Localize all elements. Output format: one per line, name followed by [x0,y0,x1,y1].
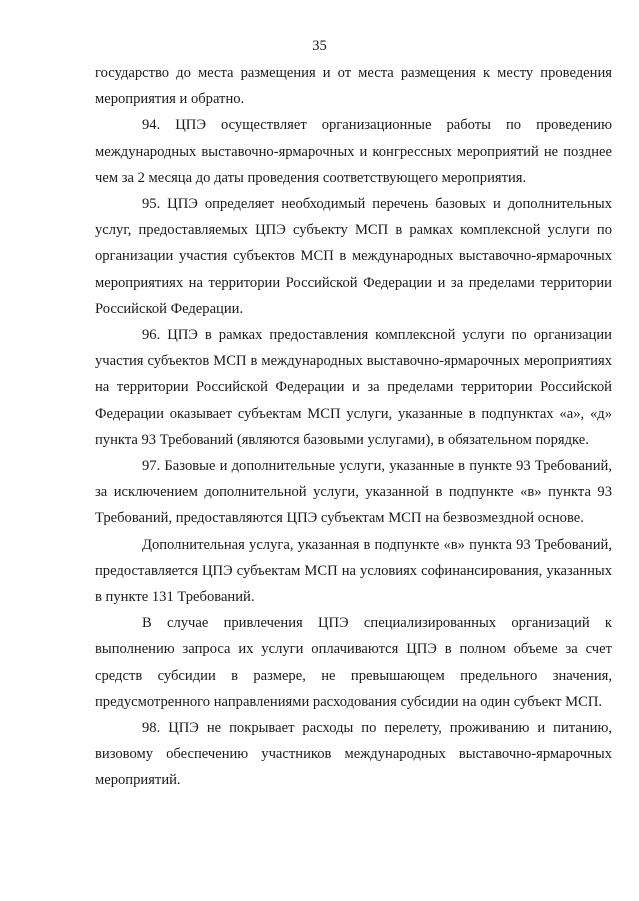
paragraph-item-97-additional-service: Дополнительная услуга, указанная в подпункте «в» пункта 93 Требований, предоставляется ЦПЭ субъектам МСП на условиях софинансирования, указанных в пункте 131 Требований. [95,536,612,606]
paragraph-item-94: 94. ЦПЭ осуществляет организационные работы по проведению международных выставочно-ярмарочных и конгрессных мероприятий не позднее чем за 2 месяца до даты проведения соответствующего мероприятия. [95,117,612,186]
paragraph-continuation: государство до места размещения и от места размещения к месту проведения мероприятия и обратно. [95,65,612,108]
page-number: 35 [312,38,327,54]
paragraph-item-96: 96. ЦПЭ в рамках предоставления комплексной услуги по организации участия субъектов МСП в международных выставочно-ярмарочных мероприятиях на территории Российской Федерации и за пределами территории Российской Федерации оказывает субъектам МСП услуги, указанные в подпунктах «а», «д» пункта 93 Требований (являются базовыми услугами), в обязательном порядке. [95,327,612,448]
paragraph-item-97-specialized-organizations: В случае привлечения ЦПЭ специализированных организаций к выполнению запроса их услуги оплачиваются ЦПЭ в полном объеме за счет средств субсидии в размере, не превышающем предельного значения, предусмотренного направлениями расходования субсидии на один субъект МСП. [95,615,612,710]
document-body [95,60,612,794]
paragraph-item-97: 97. Базовые и дополнительные услуги, указанные в пункте 93 Требований, за исключением дополнительной услуги, указанной в подпункте «в» пункта 93 Требований, предоставляются ЦПЭ субъектам МСП на безвозмездной основе. [95,458,612,527]
paragraph-item-98: 98. ЦПЭ не покрывает расходы по перелету, проживанию и питанию, визовому обеспечению участников международных выставочно-ярмарочных мероприятий. [95,720,612,789]
paragraph-item-95: 95. ЦПЭ определяет необходимый перечень базовых и дополнительных услуг, предоставляемых ЦПЭ субъекту МСП в рамках комплексной услуги по организации участия субъектов МСП в международных выставочно-ярмарочных мероприятиях на территории Российской Федерации и за пределами территории Российской Федерации. [95,196,612,317]
